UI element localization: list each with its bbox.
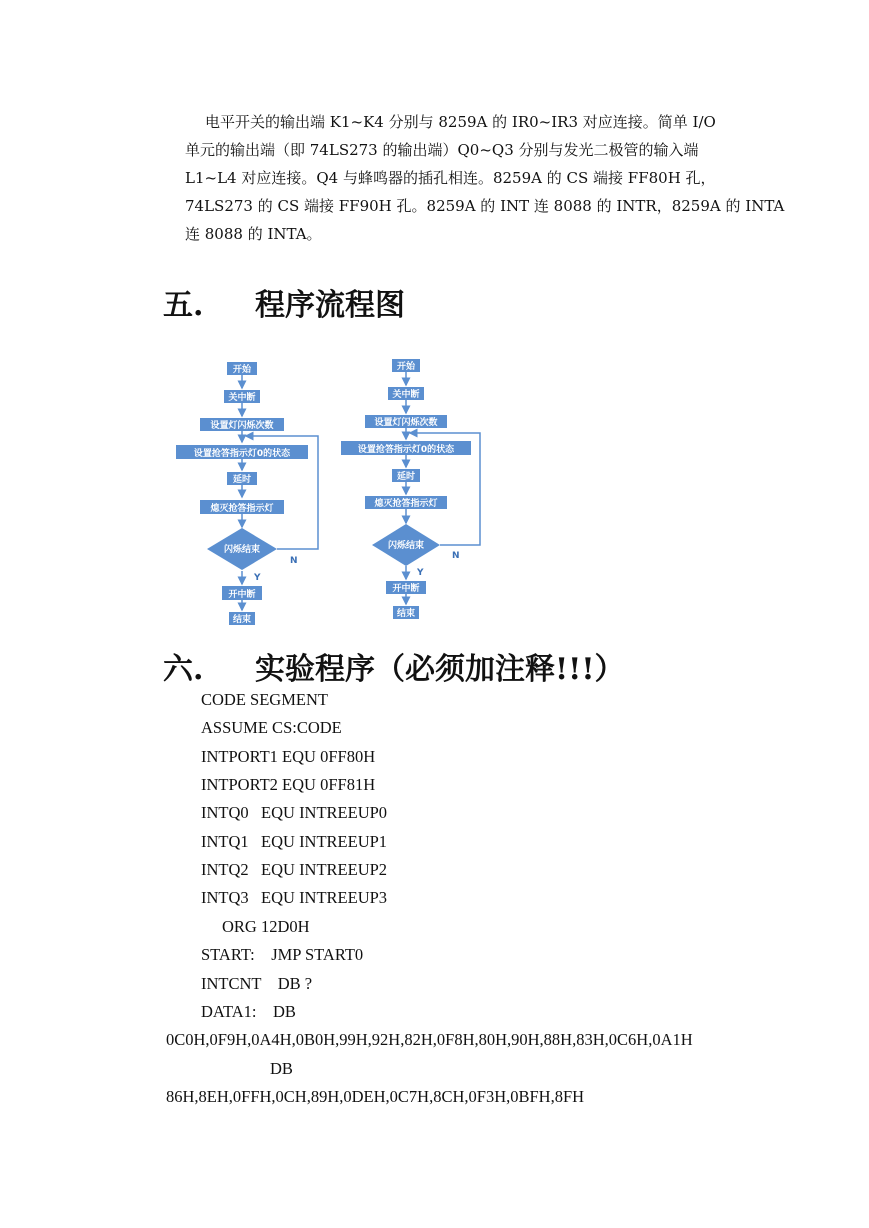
section-5-number: 五. — [163, 288, 204, 323]
flow-left-open-int-label: 开中断 — [228, 590, 256, 600]
intro-line-5: 连 8088 的 INTA。 — [185, 225, 322, 243]
flow-left-no-label: N — [290, 556, 298, 566]
flowchart-right — [338, 352, 498, 627]
code-line: INTPORT1 EQU 0FF80H — [201, 747, 376, 766]
flow-right-open-int-label: 开中断 — [392, 584, 420, 594]
code-line: ORG 12D0H — [222, 917, 310, 936]
section-5-heading — [163, 280, 405, 324]
section-6-title: 实验程序（必须加注释!!!） — [255, 652, 625, 687]
flow-left-set-count-label: 设置灯闪烁次数 — [210, 421, 274, 431]
code-line: 0C0H,0F9H,0A4H,0B0H,99H,92H,82H,0F8H,80H,90H,88H,83H,0C6H,0A1H — [166, 1030, 693, 1049]
flow-right-off-label: 熄灭抢答指示灯 — [374, 499, 438, 509]
code-line: INTQ2 EQU INTREEUP2 — [201, 860, 388, 879]
flow-right-start-label: 开始 — [396, 362, 416, 372]
flow-right-no-label: N — [452, 551, 460, 561]
flow-left-off-label: 熄灭抢答指示灯 — [210, 504, 274, 514]
code-line: ASSUME CS:CODE — [201, 718, 342, 737]
flow-right-set-count-label: 设置灯闪烁次数 — [374, 418, 438, 428]
code-line: START: JMP START0 — [201, 945, 364, 964]
code-line: DATA1: DB — [201, 1002, 296, 1021]
flow-right-yes-label: Y — [417, 568, 424, 578]
section-5-title: 程序流程图 — [255, 288, 405, 323]
code-line: 86H,8EH,0FFH,0CH,89H,0DEH,0C7H,8CH,0F3H,0BFH,8FH — [166, 1087, 585, 1106]
flow-left-end-label: 结束 — [232, 615, 252, 625]
flow-left-yes-label: Y — [254, 573, 261, 583]
flow-right-set-state-label: 设置抢答指示灯0的状态 — [357, 445, 455, 455]
flow-left-start-label: 开始 — [232, 365, 252, 375]
flow-right-close-int-label: 关中断 — [392, 390, 420, 400]
code-line: INTQ3 EQU INTREEUP3 — [201, 888, 388, 907]
section-6-number: 六. — [163, 652, 204, 687]
intro-paragraph — [185, 108, 785, 248]
section-6-heading — [163, 644, 625, 688]
flowchart-left — [172, 352, 332, 627]
intro-line-3: L1~L4 对应连接。Q4 与蜂鸣器的插孔相连。8259A 的 CS 端接 FF80H 孔， — [185, 169, 716, 187]
flow-left-decision-label: 闪烁结束 — [223, 545, 261, 555]
code-line: INTPORT2 EQU 0FF81H — [201, 775, 376, 794]
flow-left-delay-label: 延时 — [232, 475, 252, 485]
flow-right-decision-label: 闪烁结束 — [387, 541, 425, 551]
flow-left-close-int-label: 关中断 — [228, 393, 256, 403]
flow-right-delay-label: 延时 — [396, 472, 416, 482]
code-line: CODE SEGMENT — [201, 690, 328, 709]
flow-left-set-state-label: 设置抢答指示灯0的状态 — [193, 449, 291, 459]
intro-line-2: 单元的输出端（即 74LS273 的输出端）Q0~Q3 分别与发光二极管的输入端 — [185, 141, 699, 159]
code-line: INTCNT DB ? — [201, 974, 313, 993]
intro-line-1: 电平开关的输出端 K1~K4 分别与 8259A 的 IR0~IR3 对应连接。简单 I/O — [205, 113, 716, 131]
code-line: DB — [270, 1059, 293, 1078]
intro-line-4: 74LS273 的 CS 端接 FF90H 孔。8259A 的 INT 连 8088 的 INTR，8259A 的 INTA — [185, 197, 785, 215]
flow-right-end-label: 结束 — [396, 609, 416, 619]
code-line: INTQ1 EQU INTREEUP1 — [201, 832, 388, 851]
code-line: INTQ0 EQU INTREEUP0 — [201, 803, 388, 822]
